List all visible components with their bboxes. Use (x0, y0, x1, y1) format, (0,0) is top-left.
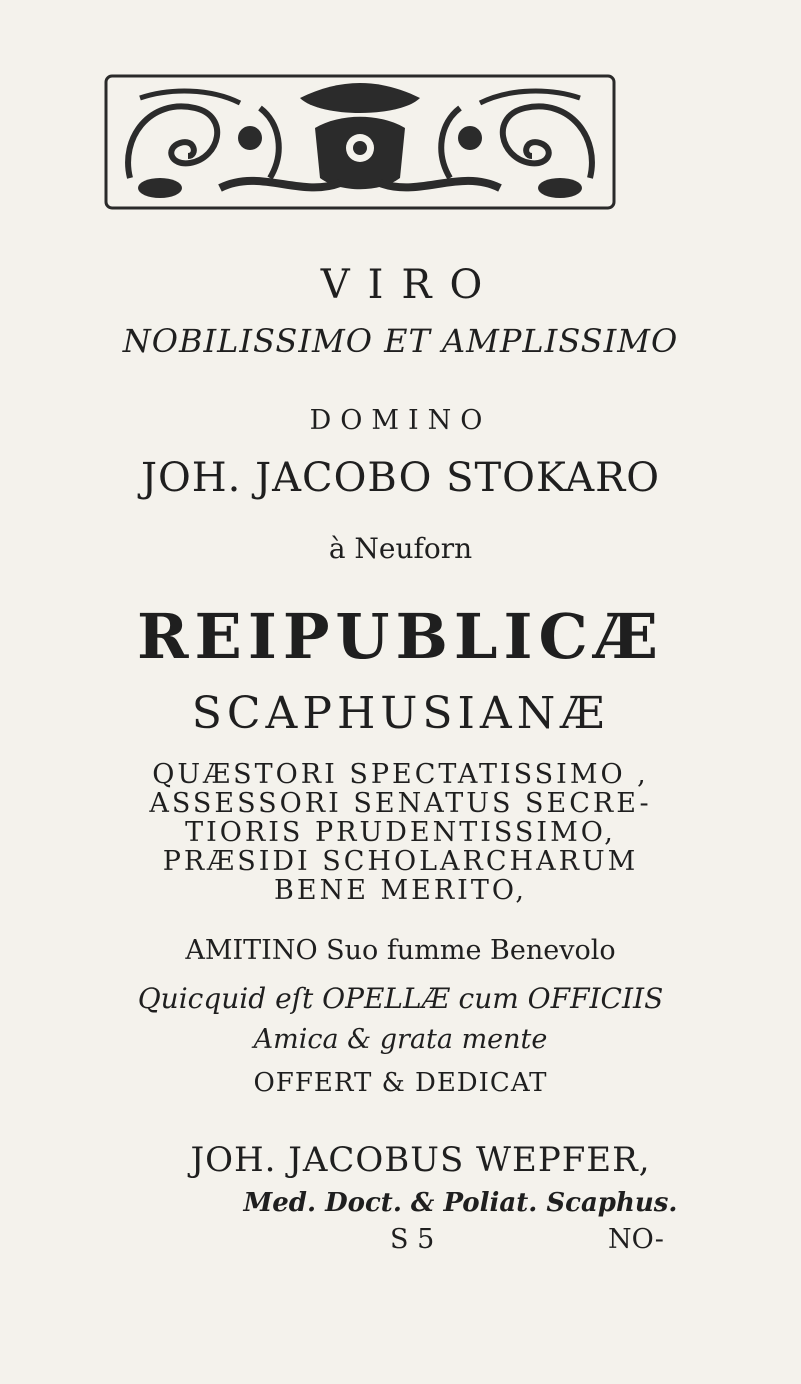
floral-headpiece-ornament-icon (100, 68, 620, 216)
heading-viro: VIRO (320, 262, 501, 308)
amica-line: Amica & grata mente (253, 1024, 548, 1055)
title-line: ASSESSORI SENATUS SECRE- (149, 788, 652, 819)
titles-block (0, 760, 801, 905)
republic-heading: REIPUBLICÆ (137, 600, 664, 673)
catchword: NO- (608, 1224, 664, 1255)
amitino-line: AMITINO Suo fumme Benevolo (185, 935, 616, 966)
offert-line: OFFERT & DEDICAT (253, 1068, 548, 1098)
quicquid-line: Quicquid eſt OPELLÆ cum OFFICIIS (137, 982, 664, 1015)
dedicatee-origin: à Neuforn (328, 532, 473, 565)
title-line: QUÆSTORI SPECTATISSIMO , (152, 759, 649, 790)
scaphusian-heading: SCAPHUSIANÆ (191, 688, 610, 739)
author-title: Med. Doct. & Poliat. Scaphus. (243, 1188, 678, 1218)
title-line: TIORIS PRUDENTISSIMO, (185, 817, 616, 848)
title-line: BENE MERITO, (274, 875, 527, 906)
epithet-line: NOBILISSIMO ET AMPLISSIMO (122, 322, 679, 360)
signature-mark: S 5 (390, 1224, 435, 1255)
domino-line: DOMINO (309, 405, 492, 436)
title-line: PRÆSIDI SCHOLARCHARUM (162, 846, 639, 877)
dedicatee-name: JOH. JACOBO STOKARO (140, 455, 661, 501)
author-name: JOH. JACOBUS WEPFER, (190, 1140, 651, 1180)
